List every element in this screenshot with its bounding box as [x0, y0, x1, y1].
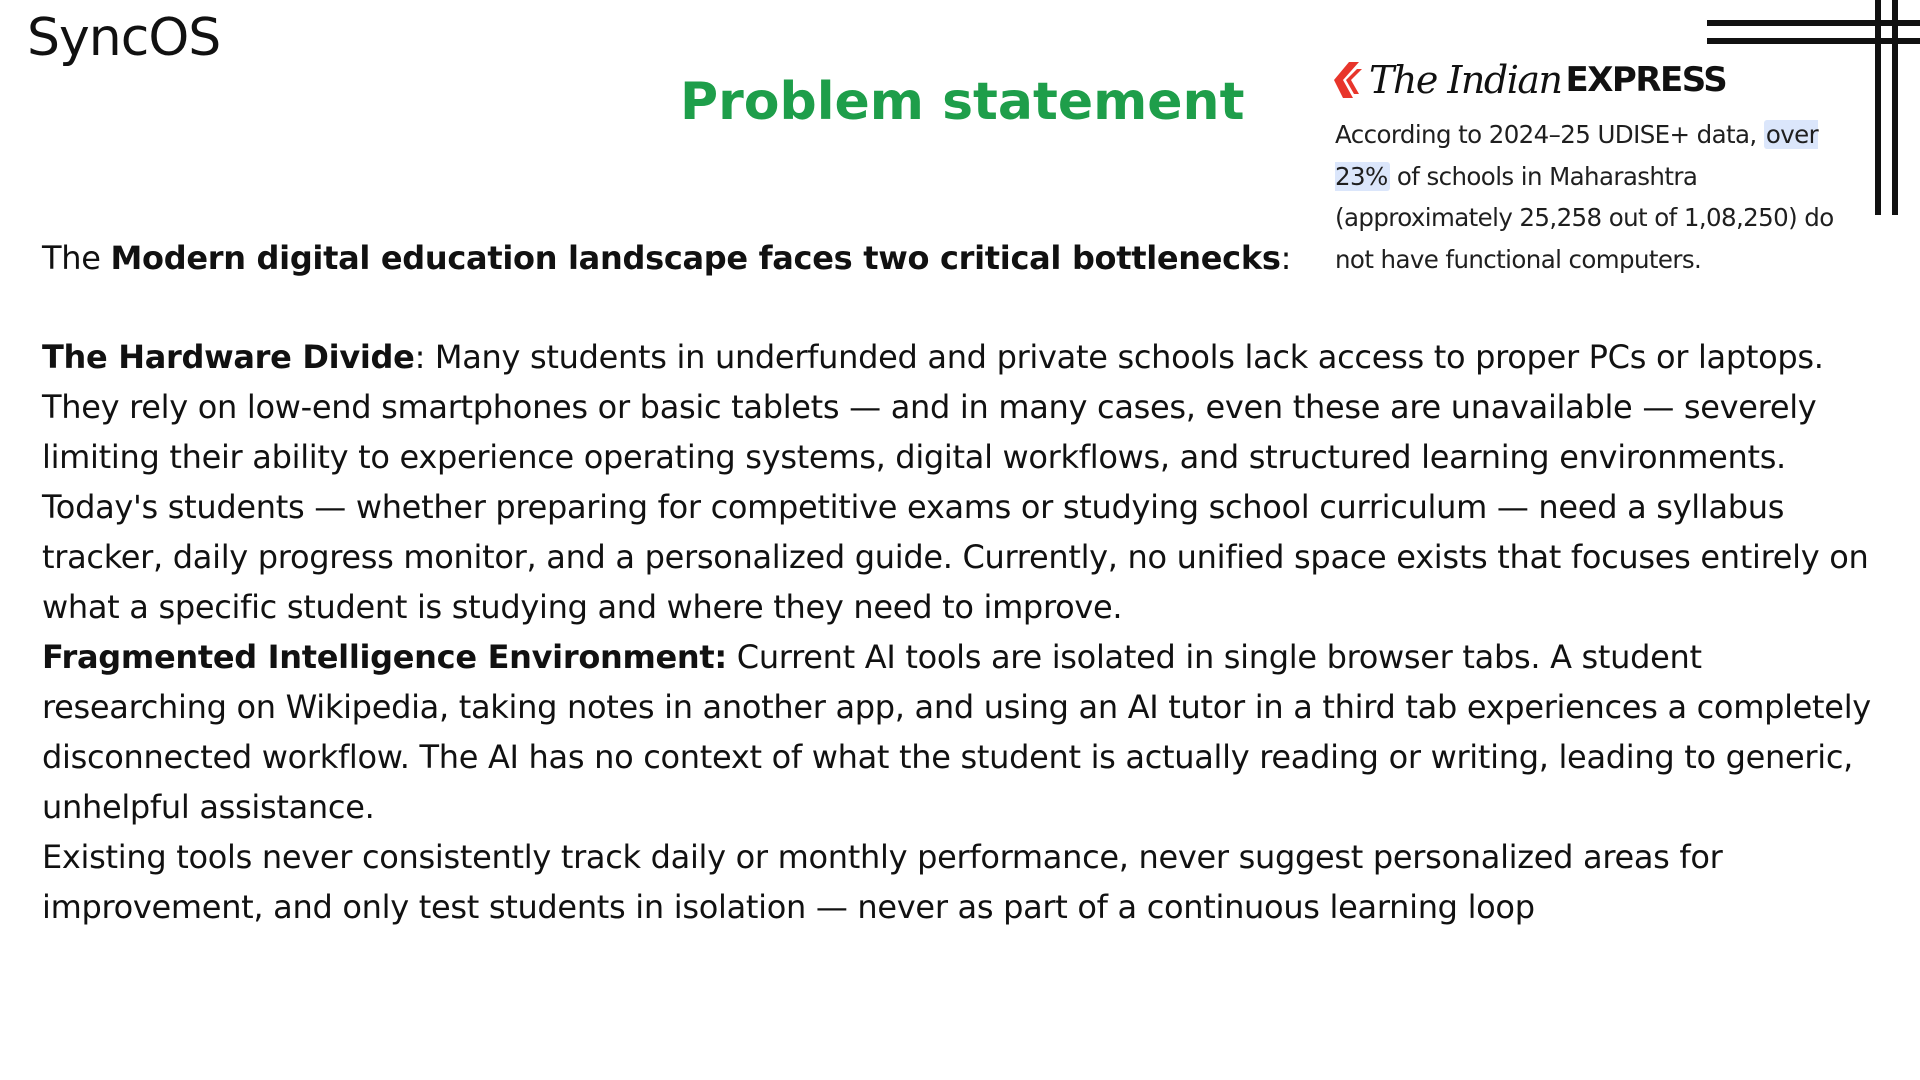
intro-prefix: The — [42, 239, 111, 277]
intro-bold: Modern digital education landscape faces two critical bottlenecks — [110, 239, 1281, 277]
clipping-text-suffix: of schools in Maharashtra (approximately 25,258 out of 1,08,250) do not have functional computers. — [1335, 161, 1834, 274]
publisher-name-serif: The Indian — [1369, 58, 1562, 102]
decorative-line — [1892, 0, 1898, 215]
intro-line — [42, 233, 1872, 283]
paragraph-hardware-divide — [42, 332, 1872, 482]
brand-logo: SyncOS — [27, 8, 221, 68]
publisher-logo — [1333, 58, 1726, 102]
intro-suffix: : — [1280, 239, 1292, 277]
paragraph-student-needs — [42, 482, 1872, 632]
decorative-line — [1875, 0, 1881, 215]
publisher-name-bold: EXPRESS — [1565, 60, 1727, 100]
decorative-line — [1707, 20, 1920, 26]
paragraph-existing-tools — [42, 832, 1872, 932]
express-mark-icon — [1333, 61, 1363, 99]
clipping-text-prefix: According to 2024–25 UDISE+ data, — [1335, 120, 1764, 149]
clipping-highlight: over 23% — [1335, 120, 1819, 191]
paragraph-heading: The Hardware Divide — [42, 338, 415, 376]
paragraph-heading: Fragmented Intelligence Environment: — [42, 638, 727, 676]
paragraph-text: : Many students in underfunded and private schools lack access to proper PCs or laptops. They rely on low-end smartphones or basic tablets — and in many cases, even these are unavailable — severely limiting their ability to experience operating systems, digital workflows, and structured learning environments. — [42, 338, 1824, 476]
problem-body — [42, 332, 1872, 932]
decorative-line — [1707, 38, 1920, 44]
paragraph-text: Current AI tools are isolated in single browser tabs. A student researching on Wikipedia, taking notes in another app, and using an AI tutor in a third tab experiences a completely disconnected workflow. The AI has no context of what the student is actually reading or writing, leading to generic, unhelpful assistance. — [42, 638, 1871, 826]
page-title: Problem statement — [680, 72, 1245, 132]
paragraph-text: Today's students — whether preparing for competitive exams or studying school curriculum — need a syllabus tracker, daily progress monitor, and a personalized guide. Currently, no unified space exists that focuses entirely on what a specific student is studying and where they need to improve. — [42, 488, 1869, 626]
paragraph-text: Existing tools never consistently track daily or monthly performance, never suggest personalized areas for improvement, and only test students in isolation — never as part of a continuous learning loop — [42, 838, 1723, 926]
paragraph-fragmented-intelligence — [42, 632, 1872, 832]
